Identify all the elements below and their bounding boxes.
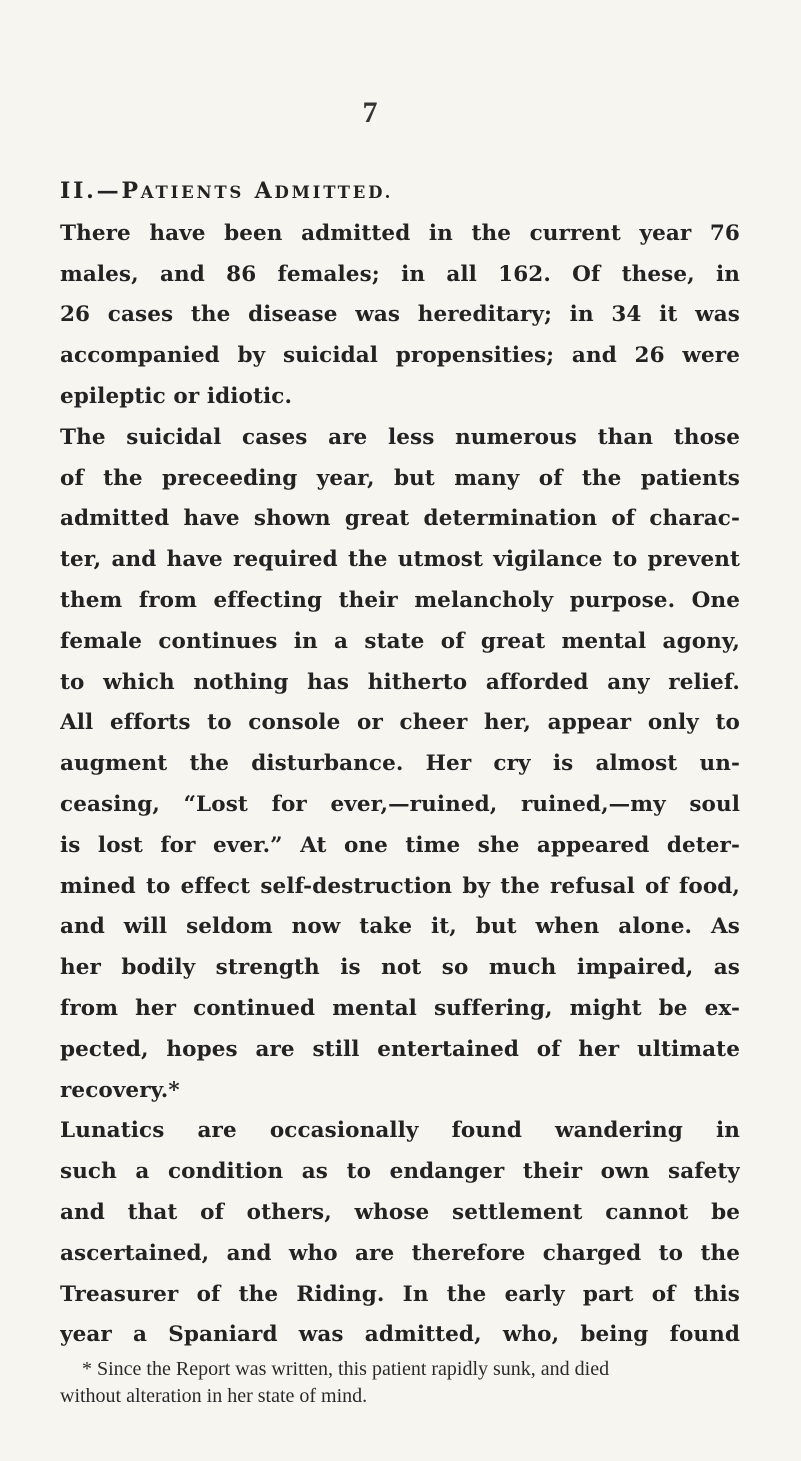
- text-line: epileptic or idiotic.: [60, 383, 293, 409]
- paragraph-2: [60, 418, 740, 1112]
- text-line: pected, hopes are still entertained of her ultimate: [60, 1036, 740, 1062]
- text-line: Treasurer of the Riding. In the early part of this: [60, 1281, 740, 1307]
- text-line: accompanied by suicidal propensities; and 26 were: [60, 343, 740, 369]
- text-line: The suicidal cases are less numerous than those: [60, 424, 740, 450]
- text-line: her bodily strength is not so much impaired, as: [60, 955, 740, 981]
- text-line: them from effecting their melancholy purpose. One: [60, 587, 740, 613]
- footnote: [60, 1356, 740, 1409]
- text-line: and that of others, whose settlement cannot be: [60, 1199, 740, 1225]
- text-line: There have been admitted in the current year 76: [60, 220, 740, 246]
- text-line: ceasing, “Lost for ever,—ruined, ruined,—my soul: [60, 791, 740, 817]
- text-line: of the preceeding year, but many of the patients: [60, 465, 740, 491]
- paragraph-1: [60, 214, 740, 418]
- text-line: such a condition as to endanger their own safety: [60, 1159, 740, 1185]
- page-number: 7: [362, 96, 378, 129]
- text-line: female continues in a state of great mental agony,: [60, 628, 740, 654]
- text-line: All efforts to console or cheer her, appear only to: [60, 710, 740, 736]
- body-text: [60, 171, 740, 1356]
- text-line: augment the disturbance. Her cry is almost un-: [60, 751, 740, 777]
- text-line: from her continued mental suffering, might be ex-: [60, 995, 740, 1021]
- text-line: and will seldom now take it, but when alone. As: [60, 914, 740, 940]
- text-line: year a Spaniard was admitted, who, being found: [60, 1322, 740, 1348]
- text-line: to which nothing has hitherto afforded any relief.: [60, 669, 740, 695]
- text-line: Lunatics are occasionally found wandering in: [60, 1118, 740, 1144]
- text-line: ascertained, and who are therefore charged to the: [60, 1240, 740, 1266]
- text-line: males, and 86 females; in all 162. Of these, in: [60, 261, 740, 287]
- text-line: ter, and have required the utmost vigilance to prevent: [60, 547, 740, 573]
- text-line: is lost for ever.” At one time she appeared deter-: [60, 832, 740, 858]
- text-line: admitted have shown great determination of charac-: [60, 506, 740, 532]
- text-line: mined to effect self-destruction by the refusal of food,: [60, 873, 740, 899]
- footnote-line: * Since the Report was written, this patient rapidly sunk, and died: [82, 1358, 610, 1380]
- text-line: 26 cases the disease was hereditary; in 34 it was: [60, 302, 740, 328]
- paragraph-3: [60, 1111, 740, 1356]
- text-line: recovery.*: [60, 1077, 180, 1103]
- footnote-line: without alteration in her state of mind.: [60, 1384, 368, 1407]
- section-heading: II.—PATIENTS ADMITTED.: [60, 178, 394, 204]
